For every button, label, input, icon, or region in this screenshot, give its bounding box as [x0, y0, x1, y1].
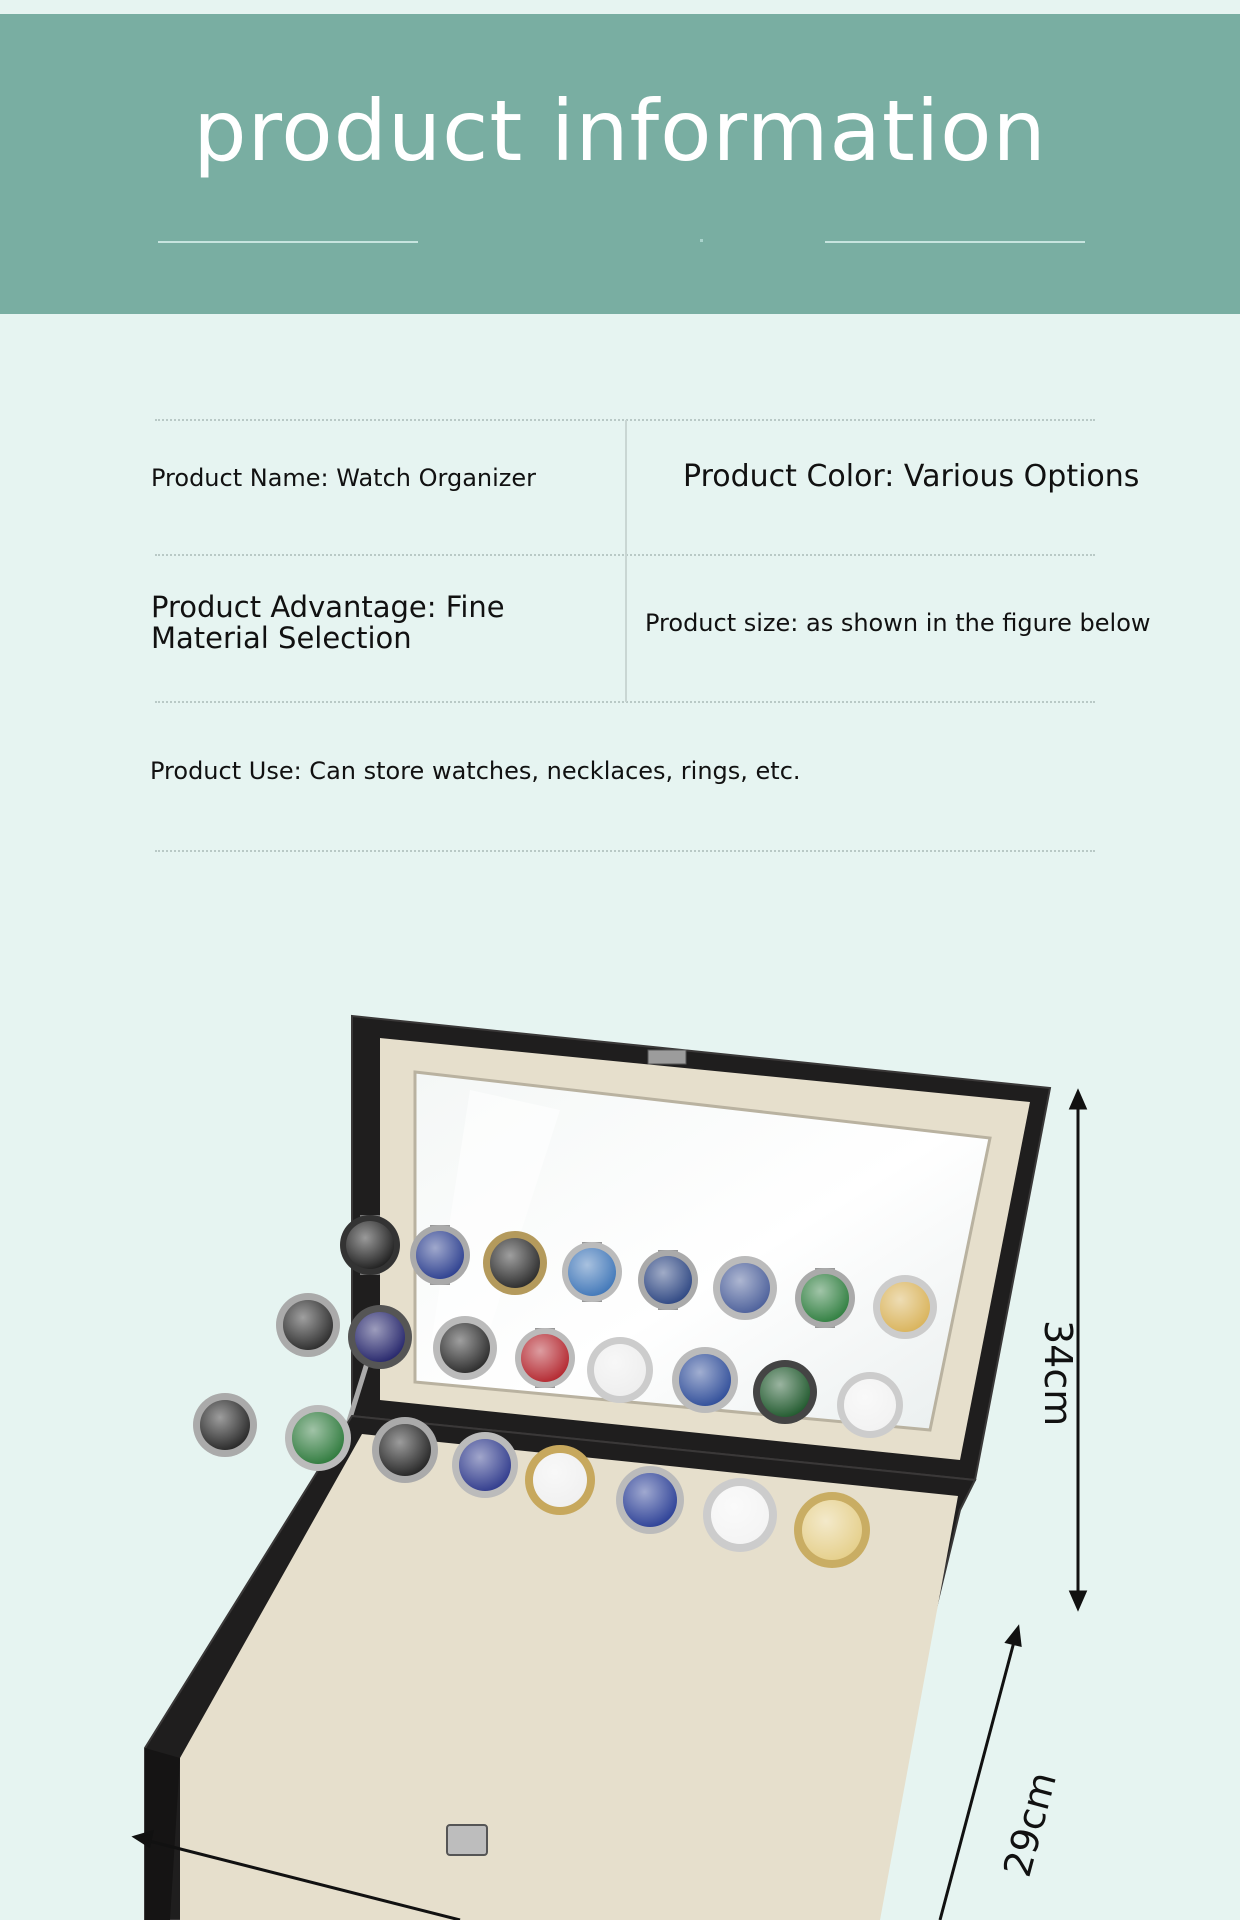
spec-product-color: Product Color: Various Options [683, 459, 1140, 494]
title-divider-dot [700, 239, 703, 242]
table-column-divider [625, 420, 627, 702]
spec-product-name: Product Name: Watch Organizer [151, 464, 537, 492]
height-dimension-label: 34cm [1036, 1320, 1080, 1427]
page-title: product information [193, 82, 1047, 180]
top-strip [0, 0, 1240, 14]
depth-dimension-arrow [940, 1628, 1020, 1920]
title-divider-left [158, 241, 418, 243]
spec-product-size: Product size: as shown in the figure below [645, 609, 1151, 637]
spec-product-advantage: Product Advantage: Fine Material Selection [151, 590, 505, 655]
box-lock [447, 1825, 487, 1855]
title-divider-right [825, 241, 1085, 243]
depth-dimension-label: 29cm [995, 1767, 1066, 1882]
lid-clasp [648, 1050, 686, 1064]
table-rule [155, 850, 1095, 852]
spec-product-use: Product Use: Can store watches, necklaces, rings, etc. [150, 757, 801, 785]
header-banner [0, 14, 1240, 314]
